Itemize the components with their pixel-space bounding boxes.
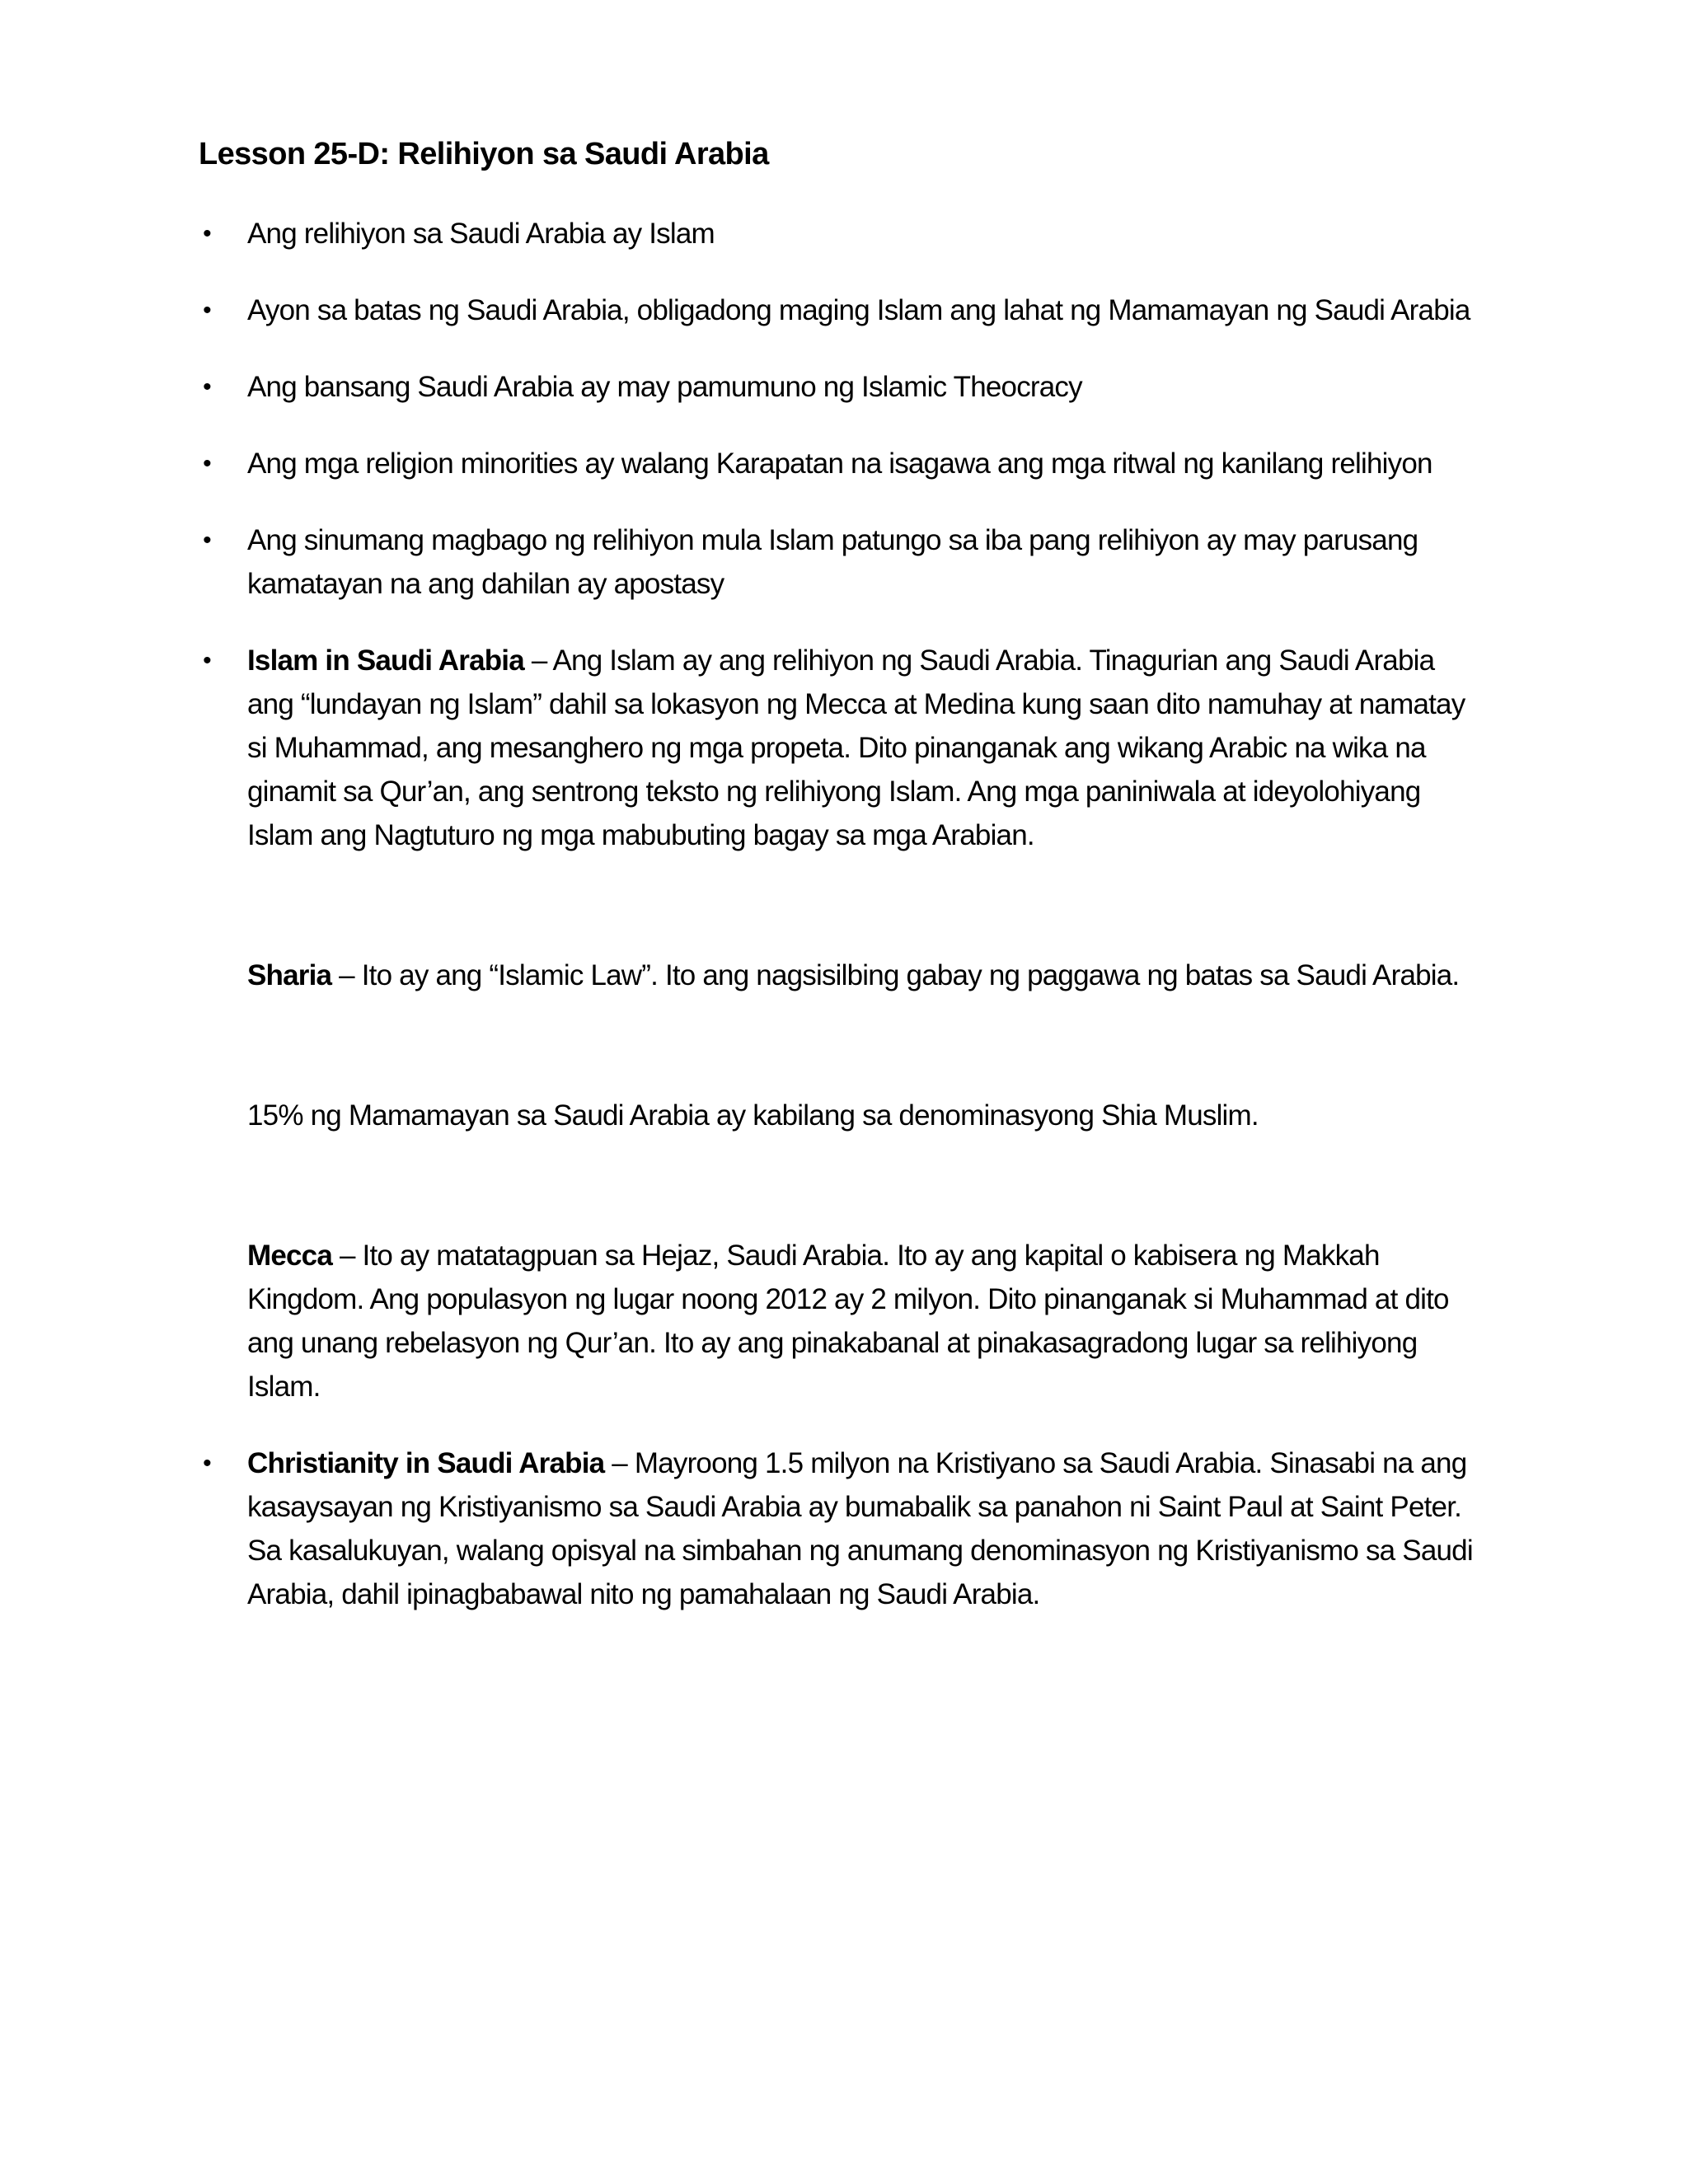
list-item-body [247,639,1484,1408]
list-item-text: Ang mga religion minorities ay walang Karapatan na isagawa ang mga ritwal ng kanilang relihiyon [247,448,1432,480]
list-item-text [247,288,1484,332]
bullet-icon: • [203,297,211,324]
list-item-text [247,365,1484,409]
christianity-paragraph [247,1441,1484,1616]
mecca-text: – Ito ay matatagpuan sa Hejaz, Saudi Arabia. Ito ay ang kapital o kabisera ng Makkah Kingdom. Ang populasyon ng lugar noong 2012 ay 2 milyon. Dito pinanganak si Muhammad at dito ang unang rebelasyon ng Qur’an. Ito ay ang pinakabanal at pinakasagradong lugar sa relihiyong Islam. [247,1240,1449,1403]
list-item-text [247,518,1484,606]
list-item [199,212,1484,255]
bullet-icon: • [203,220,211,247]
term-islam: Islam in Saudi Arabia [247,644,524,677]
list-item [199,442,1484,485]
list-item [199,288,1484,332]
list-item-text [247,442,1484,485]
list-item-body [247,1441,1484,1616]
list-item-text: Ang bansang Saudi Arabia ay may pamumuno ng Islamic Theocracy [247,371,1082,403]
list-item-islam [199,639,1484,1408]
bullet-icon: • [203,1450,211,1477]
term-mecca: Mecca [247,1240,333,1272]
bullet-list [199,212,1484,1649]
list-item-body [247,365,1484,409]
list-item-body [247,212,1484,255]
shia-paragraph [247,1094,1484,1137]
bullet-icon: • [203,647,211,674]
page-title: Lesson 25-D: Relihiyon sa Saudi Arabia [199,137,769,171]
christianity-text: – Mayroong 1.5 milyon na Kristiyano sa Saudi Arabia. Sinasabi na ang kasaysayan ng Kristiyanismo sa Saudi Arabia ay bumabalik sa panahon ni Saint Paul at Saint Peter. Sa kasalukuyan, walang opisyal na simbahan ng anumang denominasyon ng Kristiyanismo sa Saudi Arabia, dahil ipinagbabawal nito ng pamahalaan ng Saudi Arabia. [247,1447,1473,1610]
list-item-text [247,212,1484,255]
term-christianity: Christianity in Saudi Arabia [247,1447,605,1479]
bullet-icon: • [203,373,211,401]
bullet-icon: • [203,527,211,554]
mecca-paragraph [247,1234,1484,1408]
list-item [199,518,1484,606]
list-item-body [247,288,1484,332]
list-item-text: Ang sinumang magbago ng relihiyon mula Islam patungo sa iba pang relihiyon ay may parusang kamatayan na ang dahilan ay apostasy [247,524,1418,600]
list-item-text: Ayon sa batas ng Saudi Arabia, obligadong maging Islam ang lahat ng Mamamayan ng Saudi Arabia [247,294,1470,326]
shia-text: 15% ng Mamamayan sa Saudi Arabia ay kabilang sa denominasyong Shia Muslim. [247,1099,1259,1132]
sharia-paragraph [247,954,1484,997]
list-item-body [247,518,1484,606]
bullet-icon: • [203,450,211,477]
sharia-text: – Ito ay ang “Islamic Law”. Ito ang nagsisilbing gabay ng paggawa ng batas sa Saudi Arabia. [331,959,1460,991]
list-item-christianity [199,1441,1484,1616]
term-sharia: Sharia [247,959,332,991]
list-item [199,365,1484,409]
list-item-body [247,442,1484,485]
islam-text: – Ang Islam ay ang relihiyon ng Saudi Arabia. Tinagurian ang Saudi Arabia ang “lundayan ng Islam” dahil sa lokasyon ng Mecca at Medina kung saan dito namuhay at namatay si Muhammad, ang mesanghero ng mga propeta. Dito pinanganak ang wikang Arabic na wika na ginamit sa Qur’an, ang sentrong teksto ng relihiyong Islam. Ang mga paniniwala at ideyolohiyang Islam ang Nagtuturo ng mga mabubuting bagay sa mga Arabian. [247,644,1465,851]
islam-paragraph [247,639,1484,857]
list-item-text: Ang relihiyon sa Saudi Arabia ay Islam [247,218,715,250]
